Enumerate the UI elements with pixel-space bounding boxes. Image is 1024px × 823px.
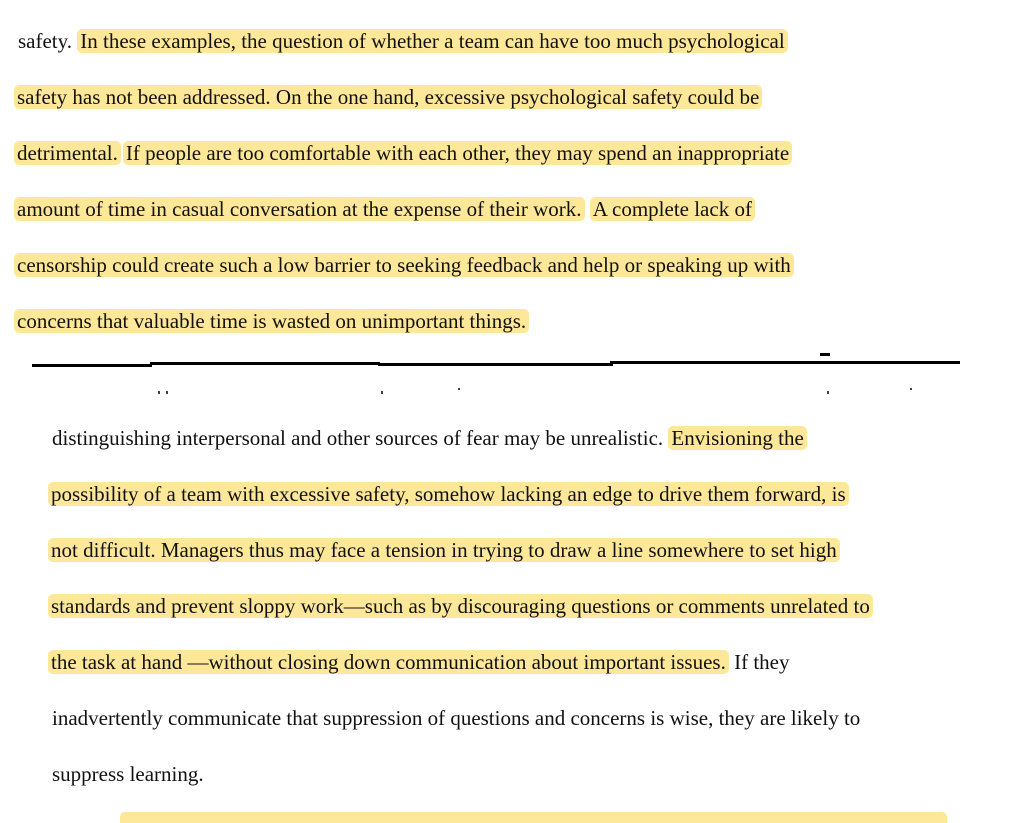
text-line [52, 760, 204, 788]
glyph-fragment [381, 391, 383, 394]
text-line [14, 307, 529, 335]
text-line [52, 704, 860, 732]
highlighted-text: amount of time in casual conversation at the expense of their work. [14, 197, 585, 221]
highlighted-text: Envisioning the [668, 426, 806, 450]
text-line [14, 139, 792, 167]
glyph-fragment [166, 391, 168, 394]
highlighted-text: the task at hand —without closing down communication about important issues. [48, 650, 729, 674]
text-line [48, 648, 789, 676]
separator-line [150, 362, 380, 365]
text-line [18, 27, 788, 55]
highlighted-text: concerns that valuable time is wasted on unimportant things. [14, 309, 529, 333]
text-line [48, 592, 873, 620]
separator-line [610, 361, 960, 364]
separator-mark [820, 353, 830, 356]
highlighted-text: A complete lack of [590, 197, 755, 221]
plain-text: distinguishing interpersonal and other sources of fear may be unrealistic. [52, 426, 664, 450]
highlight-fragment [120, 812, 947, 823]
glyph-fragment [827, 391, 829, 394]
glyph-fragment [910, 388, 912, 390]
highlighted-text: If people are too comfortable with each other, they may spend an inappropriate [123, 141, 792, 165]
separator-line [32, 364, 152, 367]
highlighted-text: standards and prevent sloppy work—such as by discouraging questions or comments unrelated to [48, 594, 873, 618]
text-line [48, 480, 849, 508]
plain-text: suppress learning. [52, 762, 204, 786]
text-line [14, 195, 755, 223]
text-line [48, 536, 840, 564]
plain-text: If they [734, 650, 790, 674]
glyph-fragment [158, 391, 160, 394]
highlighted-text: possibility of a team with excessive safety, somehow lacking an edge to drive them forward, is [48, 482, 849, 506]
highlighted-text: censorship could create such a low barrier to seeking feedback and help or speaking up with [14, 253, 794, 277]
separator-line [378, 363, 613, 366]
highlighted-text: not difficult. Managers thus may face a tension in trying to draw a line somewhere to set high [48, 538, 840, 562]
text-line [52, 424, 807, 452]
plain-text: inadvertently communicate that suppression of questions and concerns is wise, they are likely to [52, 706, 861, 730]
text-line [14, 251, 794, 279]
highlighted-text: safety has not been addressed. On the one hand, excessive psychological safety could be [14, 85, 762, 109]
highlighted-text: In these examples, the question of whether a team can have too much psychological [77, 29, 787, 53]
text-line [14, 83, 762, 111]
plain-text: safety. [18, 29, 73, 53]
highlighted-text: detrimental. [14, 141, 121, 165]
glyph-fragment [458, 388, 460, 390]
